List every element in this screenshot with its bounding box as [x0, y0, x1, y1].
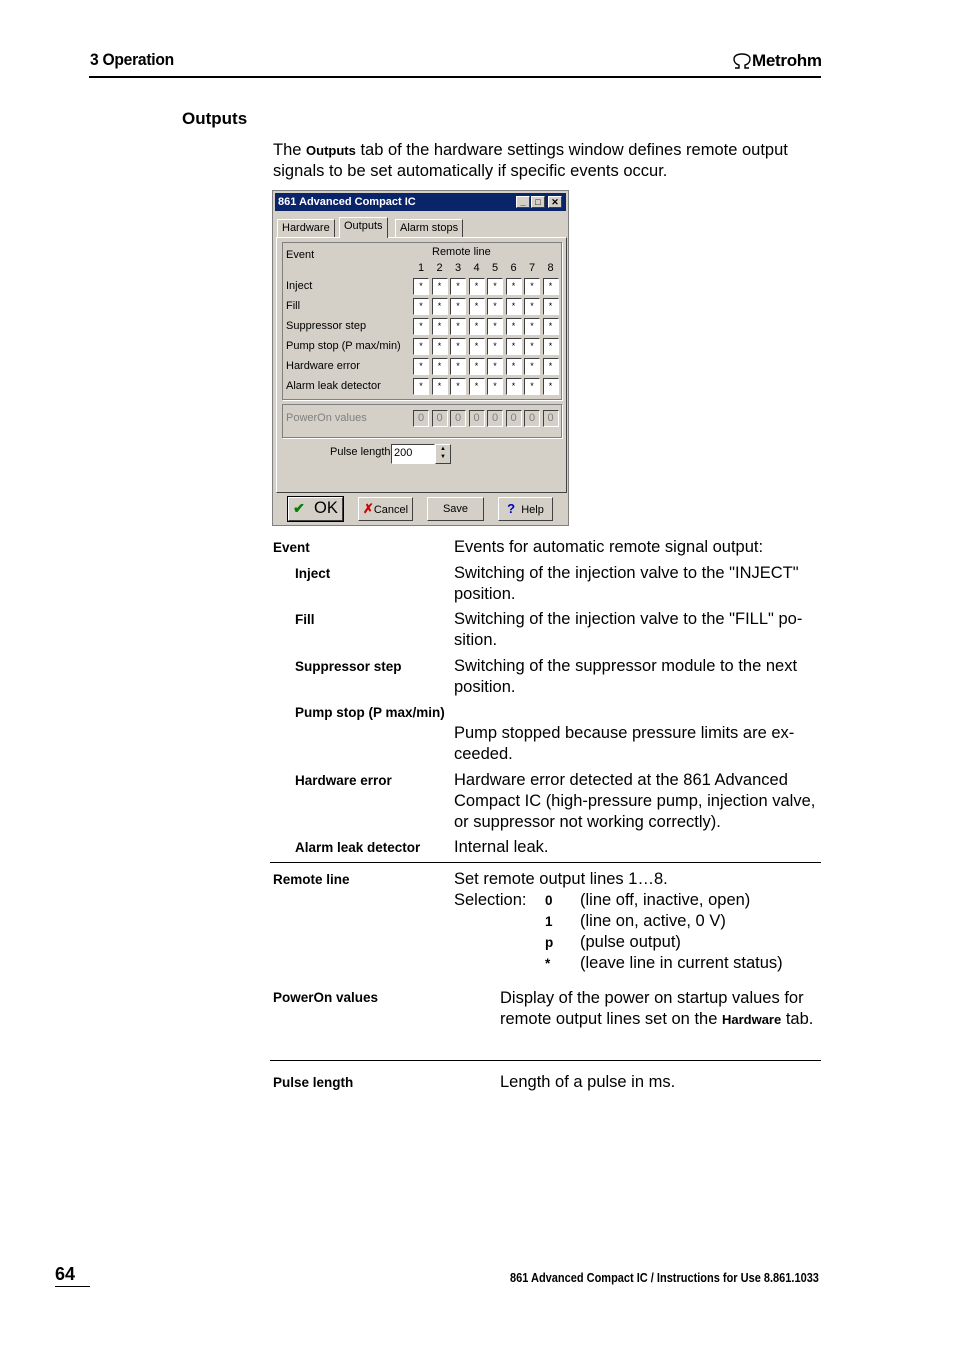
pulse-length-input[interactable]: 200 [391, 444, 435, 464]
page-number: 64 [55, 1264, 76, 1284]
tab-outputs[interactable]: Outputs [339, 217, 388, 238]
line-number: 4 [473, 262, 480, 274]
event-name: Pump stop (P max/min) [286, 340, 401, 352]
line-number: 1 [417, 262, 425, 274]
intro-paragraph: The Outputs tab of the hardware settings window defines remote output signals to be set automatically if specific events occur. [273, 141, 788, 180]
remote-line-cell[interactable]: * [487, 378, 503, 395]
poweron-cell: 0 [543, 410, 559, 427]
term-inject: Inject [295, 566, 331, 581]
option-key: 0 [545, 893, 553, 908]
cancel-button[interactable]: ✗Cancel [358, 497, 413, 521]
def-remote-line: Set remote output lines 1…8. [454, 870, 668, 888]
remote-line-cell[interactable]: * [487, 298, 503, 315]
remote-line-cell[interactable]: * [432, 318, 448, 335]
poweron-label: PowerOn values [286, 412, 367, 424]
remote-line-cell[interactable]: * [413, 298, 429, 315]
line-number: 3 [454, 262, 462, 274]
remote-line-cell[interactable]: * [432, 298, 448, 315]
remote-line-cell[interactable]: * [524, 378, 540, 395]
check-icon: ✔ [293, 500, 305, 516]
page-number-rule [55, 1286, 90, 1287]
remote-line-cell[interactable]: * [469, 378, 485, 395]
term-remote-line: Remote line [273, 872, 350, 887]
poweron-cell: 0 [487, 410, 503, 427]
remote-line-cell[interactable]: * [450, 318, 466, 335]
term-pumpstop: Pump stop (P max/min) [295, 705, 445, 720]
remote-line-cell[interactable]: * [524, 358, 540, 375]
option-description: (line off, inactive, open) [580, 891, 751, 909]
remote-line-cell[interactable]: * [524, 338, 540, 355]
poweron-cell: 0 [524, 410, 540, 427]
remote-line-cell[interactable]: * [469, 278, 485, 295]
remote-line-cell[interactable]: * [469, 298, 485, 315]
brand-name: Metrohm [752, 51, 822, 70]
remote-line-cell[interactable]: * [506, 358, 522, 375]
divider [270, 1060, 821, 1061]
dialog-title: 861 Advanced Compact IC [278, 196, 416, 208]
maximize-icon[interactable]: □ [531, 196, 545, 208]
def-poweron: Display of the power on startup values for remote output lines set on the Hardware tab. [500, 989, 814, 1028]
def-event: Events for automatic remote signal output: [454, 538, 764, 556]
option-key: p [545, 935, 554, 950]
def-leak: Internal leak. [454, 838, 549, 856]
term-leak: Alarm leak detector [295, 840, 421, 855]
ok-button[interactable]: ✔ OK [288, 497, 343, 521]
header-rule [89, 76, 821, 78]
def-fill: Switching of the injection valve to the "FILL" position. [454, 610, 803, 649]
remote-line-cell[interactable]: * [506, 298, 522, 315]
term-fill: Fill [295, 612, 315, 627]
omega-logo-icon [732, 53, 752, 69]
line-number: 5 [491, 262, 499, 274]
remote-line-cell[interactable]: * [413, 338, 429, 355]
remote-line-cell[interactable]: * [450, 298, 466, 315]
section-title: Outputs [182, 109, 248, 128]
close-icon[interactable]: ✕ [548, 196, 562, 208]
cross-icon: ✗ [362, 501, 374, 516]
def-suppressor: Switching of the suppressor module to the next position. [454, 657, 798, 696]
remote-line-cell[interactable]: * [506, 318, 522, 335]
remote-line-cell[interactable]: * [450, 278, 466, 295]
remote-line-cell[interactable]: * [487, 318, 503, 335]
intro-bold-term: Outputs [306, 143, 356, 158]
option-key: * [545, 956, 551, 971]
remote-line-cell[interactable]: * [506, 278, 522, 295]
remote-line-cell[interactable]: * [413, 378, 429, 395]
remote-line-cell[interactable]: * [413, 358, 429, 375]
remote-line-cell[interactable]: * [543, 318, 559, 335]
poweron-cell: 0 [413, 410, 429, 427]
def-pumpstop: Pump stopped because pressure limits are exceeded. [454, 724, 795, 763]
term-event: Event [273, 540, 310, 555]
term-hwerror: Hardware error [295, 773, 392, 788]
poweron-cell: 0 [506, 410, 522, 427]
remote-line-cell[interactable]: * [413, 318, 429, 335]
event-header: Event [286, 249, 315, 261]
remote-line-cell[interactable]: * [543, 278, 559, 295]
poweron-cell: 0 [450, 410, 466, 427]
option-description: (leave line in current status) [580, 954, 783, 972]
poweron-cell: 0 [469, 410, 485, 427]
event-name: Suppressor step [286, 320, 367, 332]
remote-line-cell[interactable]: * [432, 358, 448, 375]
option-description: (pulse output) [580, 933, 681, 951]
remote-line-cell[interactable]: * [432, 378, 448, 395]
save-button[interactable]: Save [427, 497, 484, 521]
line-number: 6 [510, 262, 517, 274]
dialog-titlebar [275, 193, 566, 211]
def-pulse-length: Length of a pulse in ms. [500, 1073, 676, 1091]
remote-line-cell[interactable]: * [524, 318, 540, 335]
remote-line-cell[interactable]: * [543, 298, 559, 315]
remote-line-cell[interactable]: * [432, 278, 448, 295]
remote-line-cell[interactable]: * [450, 378, 466, 395]
line-number: 7 [528, 262, 536, 274]
remote-line-cell[interactable]: * [543, 378, 559, 395]
footer-doc-title: 861 Advanced Compact IC / Instructions for Use 8.861.1033 [510, 1271, 819, 1285]
remote-line-cell[interactable]: * [469, 338, 485, 355]
pulse-length-label: Pulse length [330, 446, 391, 458]
remote-line-cell[interactable]: * [413, 278, 429, 295]
brand-logo [732, 51, 822, 71]
event-name: Inject [286, 280, 313, 292]
event-name: Alarm leak detector [286, 380, 381, 392]
question-icon: ? [507, 501, 516, 516]
option-key: 1 [545, 914, 553, 929]
remote-line-cell[interactable]: * [487, 358, 503, 375]
remote-line-cell[interactable]: * [487, 338, 503, 355]
remote-line-cell[interactable]: * [432, 338, 448, 355]
def-inject: Switching of the injection valve to the "INJECT" position. [454, 564, 799, 603]
selection-label: Selection: [454, 891, 527, 909]
event-name: Hardware error [286, 360, 360, 372]
def-hwerror: Hardware error detected at the 861 Advanced Compact IC (high-pressure pump, injection valve, or suppressor not working correctly). [454, 771, 816, 831]
running-header-section: 3 Operation [90, 50, 174, 69]
remote-line-cell[interactable]: * [543, 358, 559, 375]
term-suppressor: Suppressor step [295, 659, 402, 674]
poweron-cell: 0 [432, 410, 448, 427]
option-description: (line on, active, 0 V) [580, 912, 726, 930]
remote-line-cell[interactable]: * [524, 298, 540, 315]
help-button[interactable]: ? Help [498, 497, 553, 521]
remote-line-header: Remote line [432, 246, 491, 258]
remote-line-cell[interactable]: * [543, 338, 559, 355]
line-number: 2 [436, 262, 443, 274]
remote-line-cell[interactable]: * [469, 358, 485, 375]
remote-line-cell[interactable]: * [506, 378, 522, 395]
remote-line-cell[interactable]: * [450, 358, 466, 375]
term-pulse-length: Pulse length [273, 1075, 354, 1090]
divider [270, 862, 821, 863]
tab-hardware[interactable]: Hardware [277, 219, 335, 237]
def-poweron-bold: Hardware [721, 1012, 782, 1027]
remote-line-cell[interactable]: * [524, 278, 540, 295]
remote-line-cell[interactable]: * [506, 338, 522, 355]
remote-line-cell[interactable]: * [469, 318, 485, 335]
minimize-icon[interactable]: _ [516, 196, 530, 208]
settings-dialog [272, 190, 569, 526]
remote-line-cell[interactable]: * [450, 338, 466, 355]
pulse-length-spinner[interactable]: ▲ ▼ [435, 444, 451, 464]
term-poweron: PowerOn values [273, 990, 379, 1005]
remote-line-cell[interactable]: * [487, 278, 503, 295]
tab-alarm-stops[interactable]: Alarm stops [395, 219, 463, 237]
event-name: Fill [286, 300, 301, 312]
line-number: 8 [547, 262, 554, 274]
